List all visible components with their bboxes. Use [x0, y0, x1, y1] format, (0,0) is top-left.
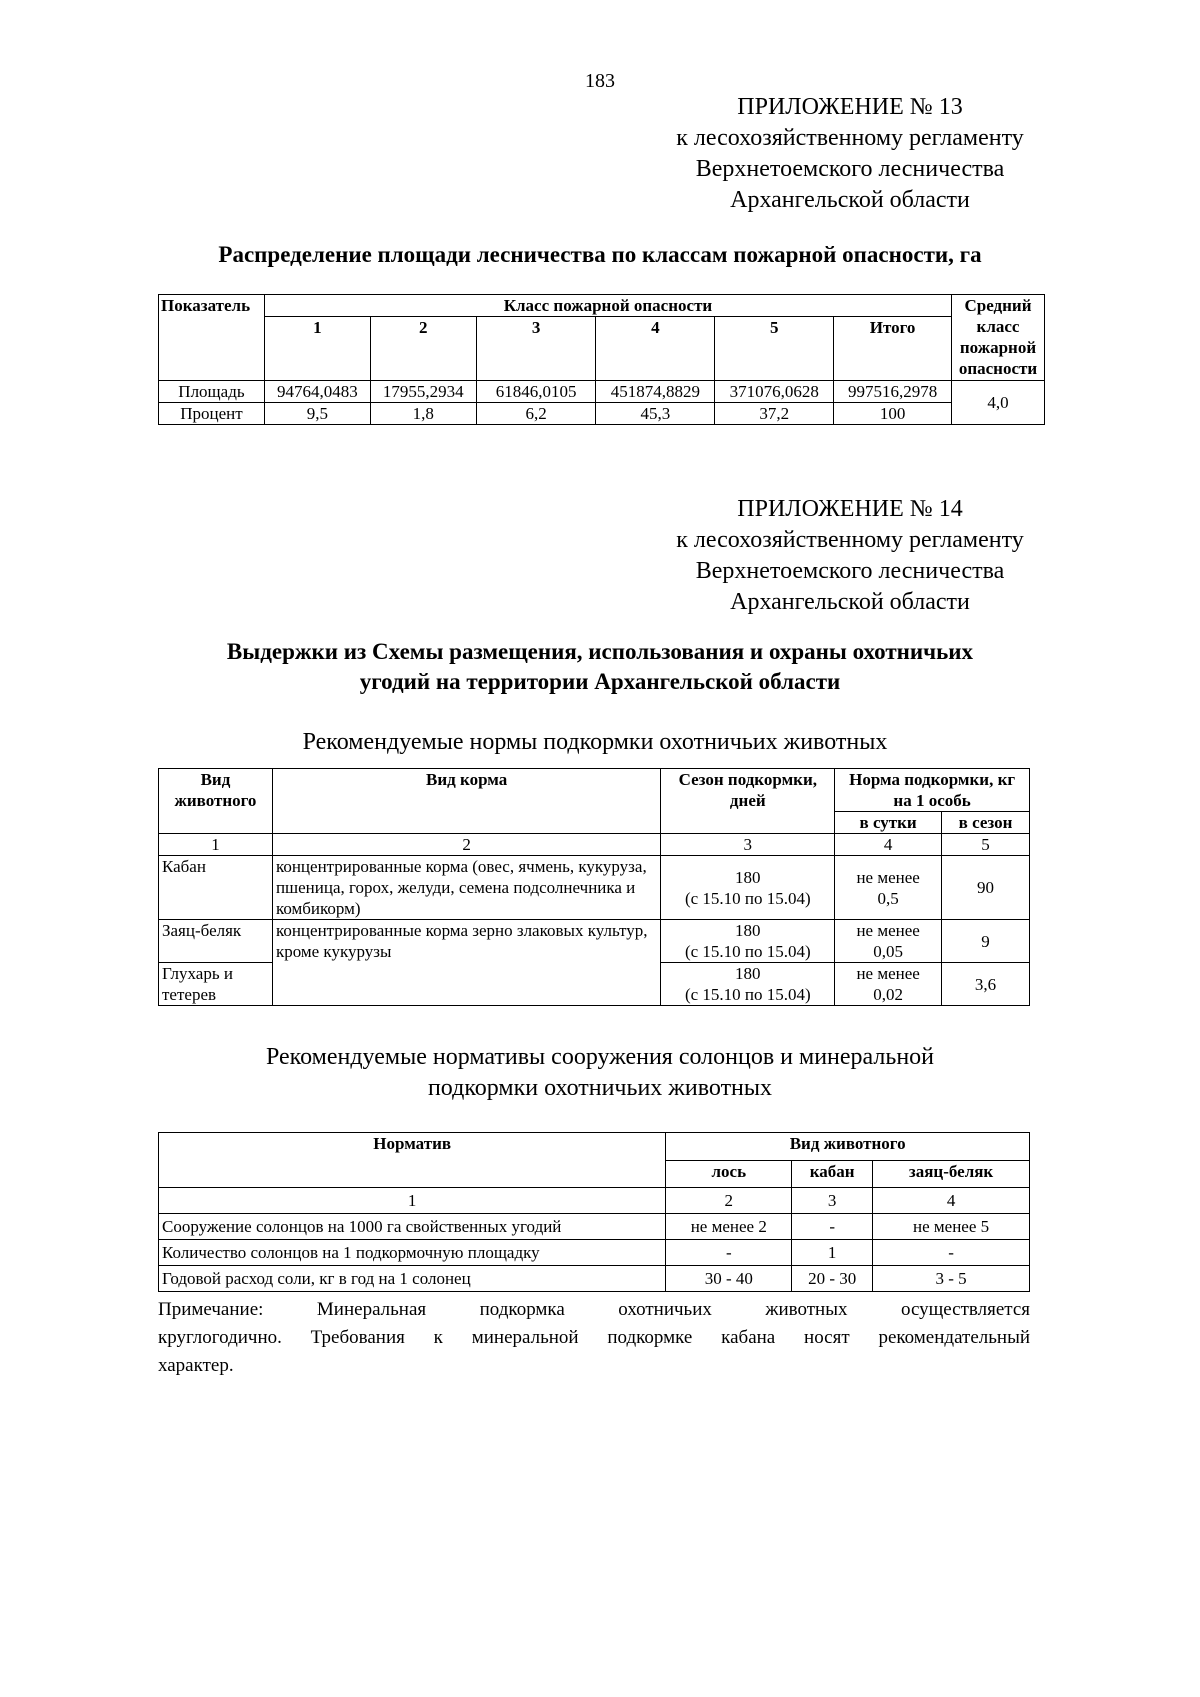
season-norm: 9 [942, 920, 1030, 963]
table-cell: 3 - 5 [873, 1266, 1030, 1292]
header-per-day: в сутки [835, 812, 942, 834]
feed-type: концентрированные корма (овес, ячмень, кукуруза, пшеница, горох, желуди, семена подсолнечника и комбикорм) [272, 856, 660, 920]
header-norm: Норматив [159, 1133, 666, 1188]
norm-label: Годовой расход соли, кг в год на 1 солонец [159, 1266, 666, 1292]
table-row [159, 1214, 1030, 1240]
table-row [159, 1240, 1030, 1266]
feeding-norms-table [158, 768, 1030, 1006]
table-cell: 61846,0105 [476, 381, 596, 403]
note-line3: характер. [158, 1355, 234, 1376]
season-days: 180 [735, 921, 761, 940]
header-boar: кабан [792, 1161, 873, 1188]
hunting-section-heading [100, 637, 1100, 697]
header-per-season: в сезон [942, 812, 1030, 834]
column-number: 5 [942, 834, 1030, 856]
daily-norm [835, 856, 942, 920]
season-dates: (с 15.10 по 15.04) [684, 942, 811, 961]
header-season: Сезон подкормки, дней [661, 769, 835, 834]
daily-norm [835, 963, 942, 1006]
table-cell: - [666, 1240, 792, 1266]
norm-label: Сооружение солонцов на 1000 га свойственных угодий [159, 1214, 666, 1240]
table-cell: 6,2 [476, 403, 596, 425]
season-dates: (с 15.10 по 15.04) [684, 985, 811, 1004]
daily-norm-prefix: не менее [856, 867, 920, 887]
average-class-value: 4,0 [952, 381, 1045, 425]
table-cell: - [792, 1214, 873, 1240]
table-cell: 45,3 [596, 403, 715, 425]
feeding-season [661, 920, 835, 963]
salt-lick-table [158, 1132, 1030, 1292]
table-cell: 30 - 40 [666, 1266, 792, 1292]
season-norm: 3,6 [942, 963, 1030, 1006]
header-animal-type: Вид животного [666, 1133, 1030, 1161]
hunting-heading-line2: угодий на территории Архангельской области [359, 669, 841, 694]
page-number: 183 [585, 70, 615, 92]
feeding-season [661, 856, 835, 920]
season-dates: (с 15.10 по 15.04) [684, 888, 811, 908]
column-number: 1 [159, 1188, 666, 1214]
column-number: 4 [873, 1188, 1030, 1214]
appendix-14-line3: Архангельской области [730, 589, 970, 615]
table-cell: 94764,0483 [264, 381, 370, 403]
appendix-14-header [630, 494, 1070, 618]
header-class-2: 2 [370, 317, 476, 381]
fire-section-heading: Распределение площади лесничества по классам пожарной опасности, га [218, 242, 982, 267]
daily-norm [835, 920, 942, 963]
table-row [159, 403, 1045, 425]
note-line2: круглогодично. Требования к минеральной подкормке кабана носят рекомендательный [158, 1327, 1030, 1348]
table-cell: 37,2 [715, 403, 834, 425]
table-cell: не менее 2 [666, 1214, 792, 1240]
header-hare: заяц-беляк [873, 1161, 1030, 1188]
table-cell: 100 [834, 403, 952, 425]
table-row [159, 856, 1030, 920]
table-cell: 451874,8829 [596, 381, 715, 403]
daily-norm-value: 0,5 [877, 888, 899, 908]
header-class-5: 5 [715, 317, 834, 381]
header-class-1: 1 [264, 317, 370, 381]
hunting-heading-line1: Выдержки из Схемы размещения, использования и охраны охотничьих [226, 639, 974, 664]
column-number: 4 [835, 834, 942, 856]
column-number: 3 [661, 834, 835, 856]
table-row [159, 920, 1030, 963]
daily-norm-prefix: не менее [856, 964, 920, 983]
feeding-season [661, 963, 835, 1006]
table-cell: - [873, 1240, 1030, 1266]
table-row [159, 1266, 1030, 1292]
season-days: 180 [735, 867, 761, 887]
header-total: Итого [834, 317, 952, 381]
column-number: 2 [666, 1188, 792, 1214]
table-cell: 1,8 [370, 403, 476, 425]
appendix-14-line1: к лесохозяйственному регламенту [676, 527, 1024, 553]
table-cell: 997516,2978 [834, 381, 952, 403]
table-cell: 1 [792, 1240, 873, 1266]
appendix-13-title: ПРИЛОЖЕНИЕ № 13 [737, 94, 963, 120]
fire-danger-table [158, 294, 1045, 425]
daily-norm-value: 0,05 [873, 942, 903, 961]
header-class-3: 3 [476, 317, 596, 381]
column-number: 3 [792, 1188, 873, 1214]
norm-label: Количество солонцов на 1 подкормочную площадку [159, 1240, 666, 1266]
header-class-4: 4 [596, 317, 715, 381]
animal-name: Глухарь и тетерев [159, 963, 273, 1006]
column-number: 1 [159, 834, 273, 856]
row-label: Площадь [159, 381, 265, 403]
table-cell: 17955,2934 [370, 381, 476, 403]
table-row [159, 381, 1045, 403]
salt-subheading [150, 1042, 1050, 1104]
season-days: 180 [735, 964, 761, 983]
appendix-14-line2: Верхнетоемского лесничества [695, 558, 1005, 584]
table-cell: 9,5 [264, 403, 370, 425]
table-cell: 20 - 30 [792, 1266, 873, 1292]
header-average-class: Средний класс пожарной опасности [952, 295, 1045, 381]
daily-norm-value: 0,02 [873, 985, 903, 1004]
appendix-13-line1: к лесохозяйственному регламенту [676, 125, 1024, 151]
feeding-subheading: Рекомендуемые нормы подкормки охотничьих животных [302, 729, 888, 755]
header-indicator: Показатель [159, 295, 265, 381]
note-line1: Примечание: Минеральная подкормка охотничьих животных осуществляется [158, 1299, 1030, 1320]
appendix-13-line3: Архангельской области [730, 187, 970, 213]
header-moose: лось [666, 1161, 792, 1188]
note [158, 1296, 1030, 1380]
table-cell: 371076,0628 [715, 381, 834, 403]
header-feed: Вид корма [272, 769, 660, 834]
appendix-13-header [630, 92, 1070, 216]
row-label: Процент [159, 403, 265, 425]
salt-subheading-line1: Рекомендуемые нормативы сооружения солонцов и минеральной [265, 1044, 935, 1070]
header-animal: Вид животного [159, 769, 273, 834]
animal-name: Заяц-беляк [159, 920, 273, 963]
header-fire-class: Класс пожарной опасности [264, 295, 951, 317]
daily-norm-prefix: не менее [856, 921, 920, 940]
feed-type: концентрированные корма зерно злаковых культур, кроме кукурузы [272, 920, 660, 1006]
appendix-14-title: ПРИЛОЖЕНИЕ № 14 [737, 496, 963, 522]
salt-subheading-line2: подкормки охотничьих животных [427, 1075, 773, 1101]
season-norm: 90 [942, 856, 1030, 920]
appendix-13-line2: Верхнетоемского лесничества [695, 156, 1005, 182]
column-number: 2 [272, 834, 660, 856]
table-cell: не менее 5 [873, 1214, 1030, 1240]
header-norm: Норма подкормки, кг на 1 особь [835, 769, 1030, 812]
animal-name: Кабан [159, 856, 273, 920]
